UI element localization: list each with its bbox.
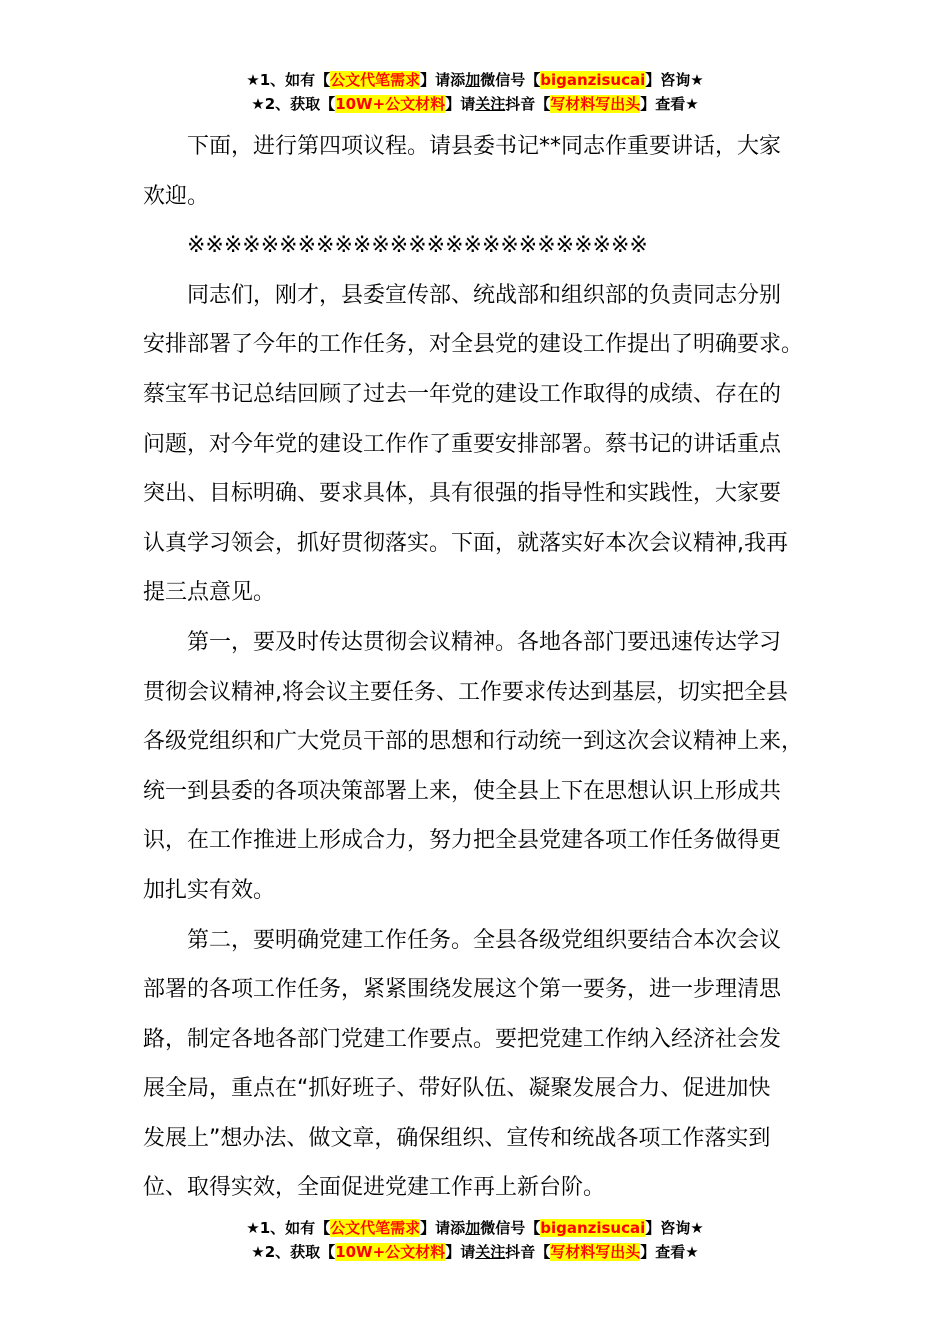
banner-highlight: 写材料写出头 [550,95,641,113]
header-banner [0,68,950,116]
banner-text: 】请添 [420,71,466,89]
banner-text: 】查看★ [640,1243,699,1261]
banner-text: 抖音【 [505,95,551,113]
banner-line-2 [0,92,950,116]
banner-text: 】咨询★ [645,71,704,89]
banner-line-1 [0,68,950,92]
text-line: 发展上”想办法、做文章，确保组织、宣传和统战各项工作落实到 [143,1125,771,1151]
text-line: 统一到县委的各项决策部署上来，使全县上下在思想认识上形成共 [143,778,782,804]
banner-underlined-text: 加 [465,1219,481,1237]
banner-underlined-text: 加 [465,71,481,89]
separator-line [143,221,833,271]
banner-text: 】请 [445,1243,476,1261]
text-line: 第二，要明确党建工作任务。全县各级党组织要结合本次会议 [187,927,782,953]
footer-banner [0,1216,950,1264]
banner-highlight: 公文代笔需求 [330,1219,421,1237]
text-line: 同志们，刚才，县委宣传部、统战部和组织部的负责同志分别 [187,282,782,308]
banner-text: ★2、获取【 [251,95,336,113]
banner-text: 】咨询★ [645,1219,704,1237]
banner-highlight: biganzisucai [540,1219,646,1237]
banner-text: 】请添 [420,1219,466,1237]
banner-text: 】查看★ [640,95,699,113]
banner-highlight: 公文代笔需求 [330,71,421,89]
text-line: 提三点意见。 [143,580,276,606]
banner-highlight: 10W+公文材料 [335,95,446,113]
paragraph-intro [143,271,833,618]
banner-text: 微信号【 [480,1219,541,1237]
text-line: 路，制定各地各部门党建工作要点。要把党建工作纳入经济社会发 [143,1026,782,1052]
paragraph-point-two [143,916,833,1214]
text-line: 第一，要及时传达贯彻会议精神。各地各部门要迅速传达学习 [187,629,782,655]
text-line: 下面，进行第四项议程。请县委书记**同志作重要讲话，大家 [187,134,782,159]
text-line: 贯彻会议精神,将会议主要任务、工作要求传达到基层，切实把全县 [143,679,788,705]
text-line: 认真学习领会，抓好贯彻落实。下面，就落实好本次会议精神,我再 [143,530,788,556]
banner-text: ★1、如有【 [246,71,331,89]
paragraph-point-one [143,618,833,916]
banner-line-2 [0,1240,950,1264]
text-line: 蔡宝军书记总结回顾了过去一年党的建设工作取得的成绩、存在的 [143,381,782,407]
banner-text: ★2、获取【 [251,1243,336,1261]
paragraph-agenda [143,122,833,221]
text-line: 加扎实有效。 [143,877,276,903]
text-line: 识，在工作推进上形成合力，努力把全县党建各项工作任务做得更 [143,828,782,854]
text-line: 问题，对今年党的建设工作作了重要安排部署。蔡书记的讲话重点 [143,431,782,457]
banner-highlight: 写材料写出头 [550,1243,641,1261]
banner-line-1 [0,1216,950,1240]
text-line: 部署的各项工作任务，紧紧围绕发展这个第一要务，进一步理清思 [143,977,782,1003]
banner-underlined-text: 关注 [475,1243,506,1261]
separator-text: ※※※※※※※※※※※※※※※※※※※※※※※※※ [187,233,648,259]
banner-underlined-text: 关注 [475,95,506,113]
banner-text: 抖音【 [505,1243,551,1261]
text-line: 各级党组织和广大党员干部的思想和行动统一到这次会议精神上来， [143,729,804,755]
banner-text: ★1、如有【 [246,1219,331,1237]
banner-highlight: 10W+公文材料 [335,1243,446,1261]
text-line: 位、取得实效，全面促进党建工作再上新台阶。 [143,1175,606,1201]
banner-text: 微信号【 [480,71,541,89]
text-line: 安排部署了今年的工作任务，对全县党的建设工作提出了明确要求。 [143,332,804,358]
document-body [143,122,833,1213]
banner-text: 】请 [445,95,476,113]
text-line: 欢迎。 [143,183,210,209]
text-line: 展全局，重点在“抓好班子、带好队伍、凝聚发展合力、促进加快 [143,1076,771,1102]
text-line: 突出、目标明确、要求具体，具有很强的指导性和实践性，大家要 [143,481,782,507]
banner-highlight: biganzisucai [540,71,646,89]
